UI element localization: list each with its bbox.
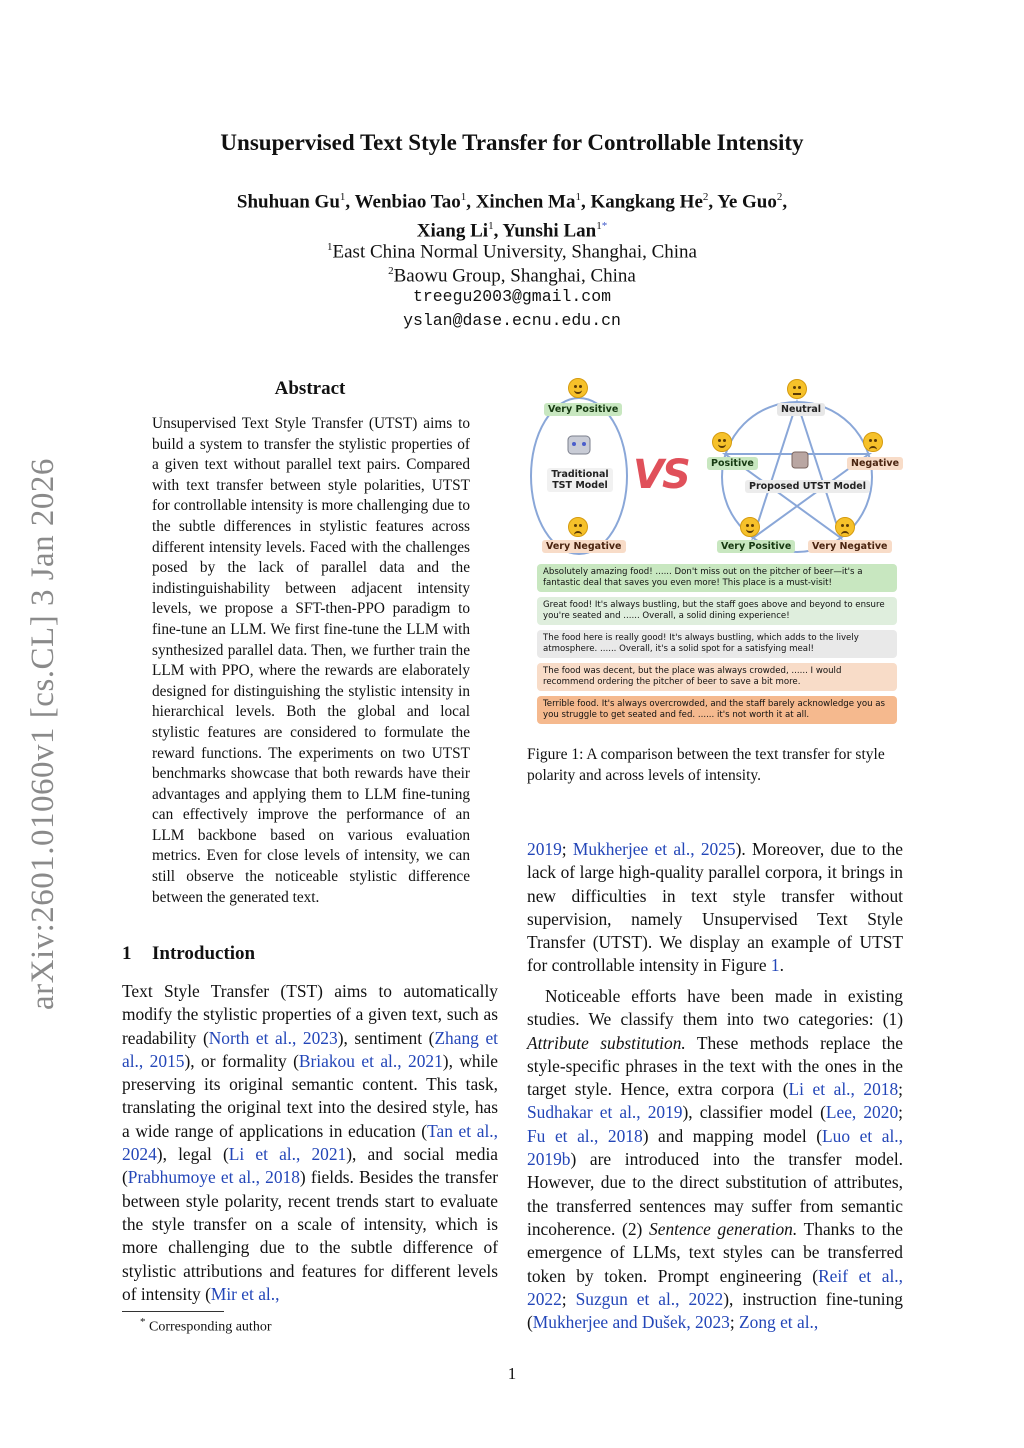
author-affiliation-mark: 1 <box>596 220 602 233</box>
paper-title: Unsupervised Text Style Transfer for Controllable Intensity <box>220 130 804 155</box>
label-very-negative-left: Very Negative <box>542 540 626 553</box>
very-negative-emoji-icon <box>568 517 588 537</box>
emphasized-term: Sentence generation. <box>649 1218 798 1239</box>
label-positive: Positive <box>707 457 758 470</box>
citation-link[interactable]: Mukherjee et al., 2025 <box>572 839 736 859</box>
figure-1 <box>527 372 905 732</box>
example-very-positive: Absolutely amazing food! ...... Don't miss out on the pitcher of beer—it's a fantastic deal that saves you even more! This place is a must-visit! <box>537 564 897 592</box>
right-very-negative-emoji-icon <box>835 517 855 537</box>
example-positive: Great food! It's always bustling, but the staff goes above and beyond to ensure you're seated and ...... Overall, a solid dining experience! <box>537 597 897 625</box>
author-line-1: Shuhuan Gu$^1$, Wenbiao Tao$^1$, Xinchen Ma$^1$, Kangkang He$^2$, Ye Guo$^2$, <box>236 191 788 213</box>
email-1[interactable]: treegu2003@gmail.com <box>412 287 612 306</box>
author-line-2: Xiang Li$^1$, Yunshi Lan$^{1*}$ <box>416 220 608 242</box>
citation-link[interactable]: North et al., 2023 <box>208 1027 338 1048</box>
citation-link[interactable]: 2019 <box>527 839 562 859</box>
label-neutral: Neutral <box>777 403 825 416</box>
label-traditional-tst-model: Traditional TST Model <box>547 468 613 492</box>
citation-link[interactable]: 1 <box>770 955 780 976</box>
right-very-positive-emoji-icon <box>740 517 760 537</box>
citation-link[interactable]: Luo et al., 2019b <box>527 1125 903 1170</box>
figure-1-caption: Figure 1: A comparison between the text transfer for style polarity and across levels of intensity. <box>527 746 885 784</box>
citation-link[interactable]: Suzgun et al., 2022 <box>575 1288 724 1309</box>
author-affiliation-mark: 1 <box>339 191 346 203</box>
neutral-emoji-icon <box>787 379 807 399</box>
page-number: 1 <box>507 1364 517 1383</box>
label-negative: Negative <box>847 457 903 470</box>
citation-link[interactable]: Tan et al., 2024 <box>122 1120 498 1165</box>
email-2[interactable]: yslan@dase.ecnu.edu.cn <box>403 311 621 330</box>
author-name: Yunshi Lan <box>502 220 597 242</box>
author-name: Xinchen Ma <box>475 191 576 213</box>
intro-paragraph: Text Style Transfer (TST) aims to automatically modify the stylistic properties of a given text, such as readability (North et al., 2023), sentiment (Zhang et al., 2015), or formality (Briakou et al., 2021), while preserving its original semantic content. This task, translating the original text into the desired style, has a wide range of applications in education (Tan et al., 2024), legal (Li et al., 2021), and social media (Prabhumoye et al., 2018) fields. Besides the transfer between style polarity, recent trends start to evaluate the style transfer on a scale of intensity, which is more challenging due to the subtle difference of stylistic attributions and features for different levels of intensity (Mir et al., <box>122 981 499 1304</box>
right-paragraph-1: 2019; Mukherjee et al., 2025). Moreover, due to the lack of large high-quality parallel corpora, it brings in new difficulties in text style transfer without supervision, namely Unsupervised Text Style Transfer (UTST). We display an example of UTST for controllable intensity in Figure 1. <box>527 839 903 976</box>
citation-link[interactable]: Li et al., 2018 <box>788 1079 899 1100</box>
author-name: Ye Guo <box>717 191 777 213</box>
author-name: Wenbiao Tao <box>354 191 461 213</box>
citation-link[interactable]: Sudhakar et al., 2019 <box>527 1102 683 1123</box>
author-affiliation-mark: 2 <box>702 191 709 203</box>
footnote-rule <box>122 1311 224 1312</box>
citation-link[interactable]: Briakou et al., 2021 <box>298 1050 443 1071</box>
abstract-text: Unsupervised Text Style Transfer (UTST) aims to build a system to transfer the stylistic properties of a given text without parallel text pairs. Compared with text transfer between style polarities, UTST for controllable intensity is more challenging due to the subtle differences in stylistic features across different intensity levels. Faced with the challenges posed by the lack of parallel data and the indistinguishability between adjacent intensity levels, we propose a SFT-then-PPO paradigm to fine-tune an LLM. We first fine-tune the LLM with synthesized parallel data. Then, we further train the LLM with PPO, where the rewards are elaborately designed for distinguishing the stylistic intensity in hierarchical levels. Both the global and local stylistic features are considered to formulate the reward functions. The experiments on two UTST benchmarks showcase that both rewards have their advantages and applying them to LLM fine-tuning can effectively improve the performance of an LLM backbone based on various evaluation metrics. Even for close levels of intensity, we can still observe the noticeable stylistic difference between the generated text. <box>152 415 470 906</box>
example-negative: The food was decent, but the place was always crowded, ...... I would recommend ordering the pitcher of beer to save a bit more. <box>537 663 897 691</box>
very-positive-emoji-icon <box>568 378 588 398</box>
model-icon <box>792 452 808 468</box>
abstract-heading: Abstract <box>274 378 346 399</box>
citation-link[interactable]: Mukherjee and Dušek, 2023 <box>532 1312 730 1333</box>
author-name: Kangkang He <box>590 191 703 213</box>
author-affiliation-mark: 1 <box>460 191 467 203</box>
label-very-positive-right: Very Positive <box>717 540 795 553</box>
affiliation-2: $^2$Baowu Group, Shanghai, China <box>388 265 636 287</box>
author-affiliation-mark: 1 <box>575 191 581 203</box>
arxiv-identifier[interactable]: arXiv:2601.01060v1 [cs.CL] 3 Jan 2026 <box>25 458 61 1010</box>
citation-link[interactable]: Lee, 2020 <box>825 1102 899 1123</box>
citation-link[interactable]: Mir et al., <box>210 1283 280 1304</box>
affiliation-1: $^1$East China Normal University, Shanghai, China <box>327 241 697 263</box>
citation-link[interactable]: Prabhumoye et al., 2018 <box>127 1167 300 1188</box>
citation-link[interactable]: Zhang et al., 2015 <box>122 1027 499 1071</box>
author-affiliation-mark: 2 <box>776 191 783 203</box>
robot-icon <box>568 436 590 454</box>
vs-mark: VS <box>633 452 689 498</box>
emphasized-term: Attribute substitution. <box>527 1032 686 1053</box>
label-very-negative-right: Very Negative <box>808 540 892 553</box>
example-neutral: The food here is really good! It's always bustling, which adds to the lively atmosphere. ...... Overall, it's a solid spot for a satisfying meal! <box>537 630 897 658</box>
citation-link[interactable]: Li et al., 2021 <box>228 1144 347 1165</box>
example-very-negative: Terrible food. It's always overcrowded, and the staff barely acknowledge you as you struggle to get seated and fed. ...... it's not worth it at all. <box>537 696 897 724</box>
corresponding-author-mark[interactable]: * <box>601 220 608 233</box>
label-very-positive-left: Very Positive <box>544 403 622 416</box>
citation-link[interactable]: Fu et al., 2018 <box>527 1125 643 1146</box>
positive-emoji-icon <box>712 432 732 452</box>
author-affiliation-mark: 1 <box>488 220 494 233</box>
label-proposed-utst-model: Proposed UTST Model <box>745 480 870 493</box>
citation-link[interactable]: Reif et al., 2022 <box>527 1265 904 1309</box>
citation-link[interactable]: Zong et al., <box>739 1312 819 1333</box>
author-name: Shuhuan Gu <box>236 191 340 213</box>
right-paragraph-2: Noticeable efforts have been made in existing studies. We classify them into two categories: (1) Attribute substitution. These methods replace the style-specific phrases in the text with the ones in the target style. Hence, extra corpora (Li et al., 2018; Sudhakar et al., 2019), classifier model (Lee, 2020; Fu et al., 2018) and mapping model (Luo et al., 2019b) are introduced into the transfer model. However, due to the direct substitution of attributes, the transferred sentences may suffer from semantic incoherence. (2) Sentence generation. Thanks to the emergence of LLMs, text styles can be transferred token by token. Prompt engineering (Reif et al., 2022; Suzgun et al., 2022), instruction fine-tuning (Mukherjee and Dušek, 2023; Zong et al., <box>527 986 904 1333</box>
author-name: Xiang Li <box>416 220 489 242</box>
section-heading-introduction: 1 Introduction <box>122 943 256 964</box>
footnote: * Corresponding author <box>140 1316 272 1335</box>
negative-emoji-icon <box>863 432 883 452</box>
